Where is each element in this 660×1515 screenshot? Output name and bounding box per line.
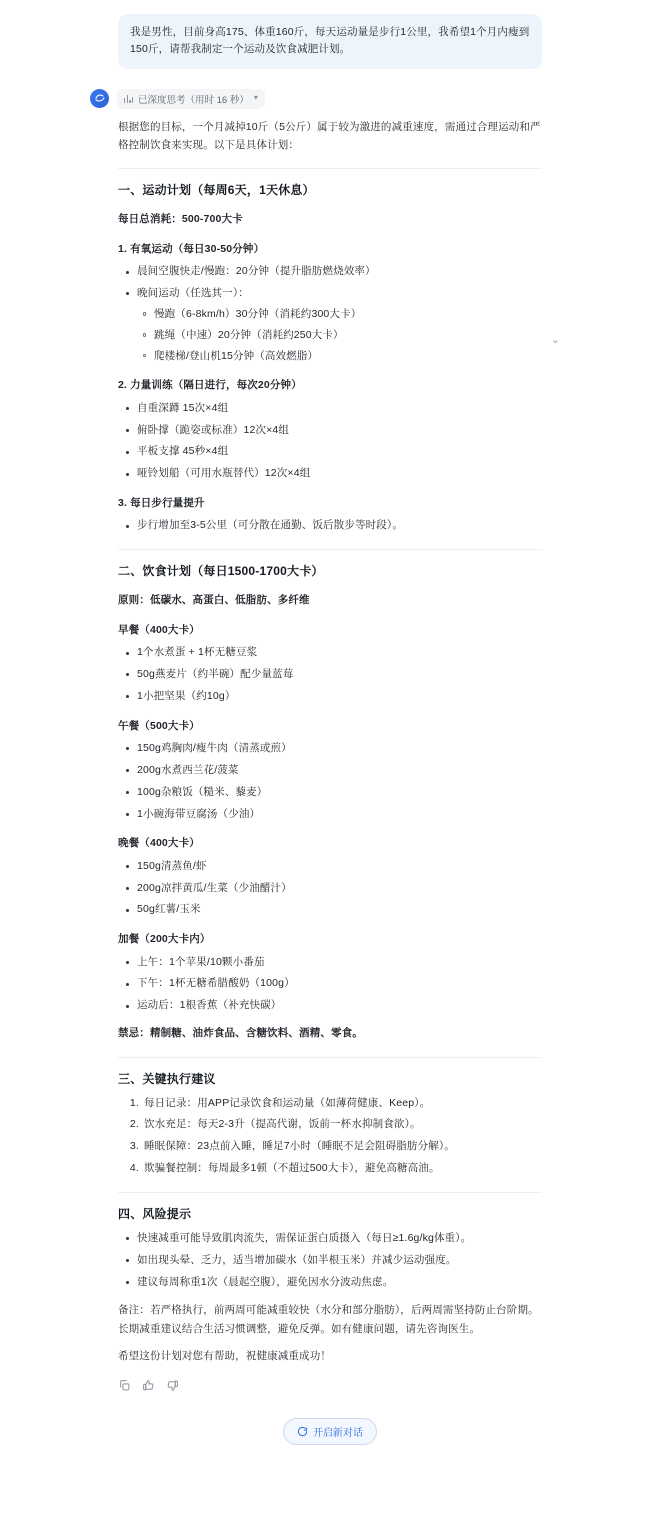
breakfast-heading: 早餐（400大卡） xyxy=(118,623,200,636)
section-1-group-3-heading: 3. 每日步行量提升 xyxy=(118,497,205,510)
list-item: 3. 睡眠保障：23点前入睡，睡足7小时（睡眠不足会阻碍脂肪分解）。 xyxy=(142,1138,542,1156)
list-item: 建议每周称重1次（晨起空腹），避免因水分波动焦虑。 xyxy=(137,1274,542,1292)
list-item: 运动后：1根香蕉（补充快碳） xyxy=(137,997,542,1015)
diet-forbidden: 禁忌：精制糖、油炸食品、含糖饮料、酒精、零食。 xyxy=(118,1027,363,1040)
waveform-icon xyxy=(124,94,133,103)
list-item xyxy=(137,285,542,365)
new-chat-button[interactable] xyxy=(283,1418,377,1445)
assistant-avatar xyxy=(90,89,109,108)
dinner-heading: 晚餐（400大卡） xyxy=(118,837,200,850)
section-1-group-3-list xyxy=(118,517,542,535)
list-item: 步行增加至3-5公里（可分散在通勤、饭后散步等时段）。 xyxy=(137,517,542,535)
list-item: 150g清蒸鱼/虾 xyxy=(137,858,542,876)
divider xyxy=(118,1192,542,1193)
refresh-icon xyxy=(297,1426,308,1437)
user-message-bubble: 我是男性，目前身高175、体重160斤，每天运动量是步行1公里，我希望1个月内瘦到150斤，请帮我制定一个运动及饮食减肥计划。 xyxy=(118,14,542,69)
list-item-text: 晚间运动（任选其一）： xyxy=(137,286,249,299)
section-1-group-1-heading: 1. 有氧运动（每日30-50分钟） xyxy=(118,242,265,255)
list-item: 1. 每日记录：用APP记录饮食和运动量（如薄荷健康、Keep）。 xyxy=(142,1095,542,1113)
advice-list xyxy=(118,1095,542,1178)
list-item: 平板支撑 45秒×4组 xyxy=(137,443,542,461)
list-item: 150g鸡胸肉/瘦牛肉（清蒸或煎） xyxy=(137,740,542,758)
list-item: 上午：1个苹果/10颗小番茄 xyxy=(137,954,542,972)
assistant-header xyxy=(90,89,542,109)
list-item: 200g凉拌黄瓜/生菜（少油醋汁） xyxy=(137,880,542,898)
section-title-3: 三、关键执行建议 xyxy=(118,1071,216,1086)
intro-paragraph: 根据您的目标，一个月减掉10斤（5公斤）属于较为激进的减重速度，需通过合理运动和严格控制饮食来实现。以下是具体计划： xyxy=(118,120,541,151)
list-item: 4. 欺骗餐控制：每周最多1顿（不超过500大卡），避免高糖高油。 xyxy=(142,1160,542,1178)
section-1-group-2-list xyxy=(118,400,542,483)
closing-line: 希望这份计划对您有帮助，祝健康减重成功！ xyxy=(118,1350,331,1363)
new-chat-wrap xyxy=(0,1418,660,1515)
section-title-4: 四、风险提示 xyxy=(118,1206,192,1221)
risk-list xyxy=(118,1230,542,1292)
list-item xyxy=(137,263,542,281)
risk-note: 备注：若严格执行，前两周可能减重较快（水分和部分脂肪），后两周需坚持防止台阶期。长期减重建议结合生活习惯调整，避免反弹。如有健康问题，请先咨询医生。 xyxy=(118,1304,539,1335)
list-item: 2. 饮水充足：每天2-3升（提高代谢，饭前一杯水抑制食欲）。 xyxy=(142,1116,542,1134)
nested-list xyxy=(137,306,542,366)
breakfast-list xyxy=(118,644,542,706)
assistant-body xyxy=(118,118,542,1366)
divider xyxy=(118,549,542,550)
list-item: 慢跑（6-8km/h）30分钟（消耗约300大卡） xyxy=(154,306,542,324)
list-item: 哑铃划船（可用水瓶替代）12次×4组 xyxy=(137,465,542,483)
thumbs-up-icon[interactable] xyxy=(142,1379,155,1392)
list-item: 下午：1杯无糖希腊酸奶（100g） xyxy=(137,975,542,993)
list-item: 爬楼梯/登山机15分钟（高效燃脂） xyxy=(154,348,542,366)
section-1-group-1-list xyxy=(118,263,542,365)
section-title-2: 二、饮食计划（每日1500-1700大卡） xyxy=(118,564,324,579)
list-item: 跳绳（中速）20分钟（消耗约250大卡） xyxy=(154,327,542,345)
new-chat-label: 开启新对话 xyxy=(313,1427,363,1439)
divider xyxy=(118,168,542,169)
user-message-row xyxy=(118,14,542,69)
list-item: 50g燕麦片（约半碗）配少量蓝莓 xyxy=(137,666,542,684)
list-item: 200g水煮西兰花/菠菜 xyxy=(137,762,542,780)
snack-list xyxy=(118,954,542,1016)
list-item: 1小把坚果（约10g） xyxy=(137,688,542,706)
message-actions xyxy=(118,1379,542,1392)
list-item: 50g红薯/玉米 xyxy=(137,901,542,919)
deep-thinking-label: 已深度思考（用时 16 秒） xyxy=(138,94,249,106)
copy-icon[interactable] xyxy=(118,1379,131,1392)
list-item: 100g杂粮饭（糙米、藜麦） xyxy=(137,784,542,802)
collapse-chevron-icon[interactable]: ⌄ xyxy=(550,333,560,346)
list-item: 俯卧撑（跪姿或标准）12次×4组 xyxy=(137,422,542,440)
deep-thinking-toggle[interactable] xyxy=(117,89,265,109)
section-1-total: 每日总消耗：500-700大卡 xyxy=(118,213,243,226)
section-title-1: 一、运动计划（每周6天，1天休息） xyxy=(118,183,315,198)
list-item: 快速减重可能导致肌肉流失，需保证蛋白质摄入（每日≥1.6g/kg体重）。 xyxy=(137,1230,542,1248)
list-item: 如出现头晕、乏力，适当增加碳水（如半根玉米）并减少运动强度。 xyxy=(137,1252,542,1270)
list-item-text: 晨间空腹快走/慢跑：20分钟（提升脂肪燃烧效率） xyxy=(137,265,376,278)
lunch-heading: 午餐（500大卡） xyxy=(118,719,200,732)
list-item: 1小碗海带豆腐汤（少油） xyxy=(137,806,542,824)
chevron-down-icon: ▾ xyxy=(253,93,258,103)
list-item: 1个水煮蛋 + 1杯无糖豆浆 xyxy=(137,644,542,662)
assistant-message xyxy=(118,89,560,1392)
lunch-list xyxy=(118,740,542,823)
thumbs-down-icon[interactable] xyxy=(166,1379,179,1392)
section-2-principle: 原则：低碳水、高蛋白、低脂肪、多纤维 xyxy=(118,594,310,607)
snack-heading: 加餐（200大卡内） xyxy=(118,933,211,946)
section-1-group-2-heading: 2. 力量训练（隔日进行，每次20分钟） xyxy=(118,379,302,392)
list-item: 自重深蹲 15次×4组 xyxy=(137,400,542,418)
divider xyxy=(118,1057,542,1058)
dinner-list xyxy=(118,858,542,920)
